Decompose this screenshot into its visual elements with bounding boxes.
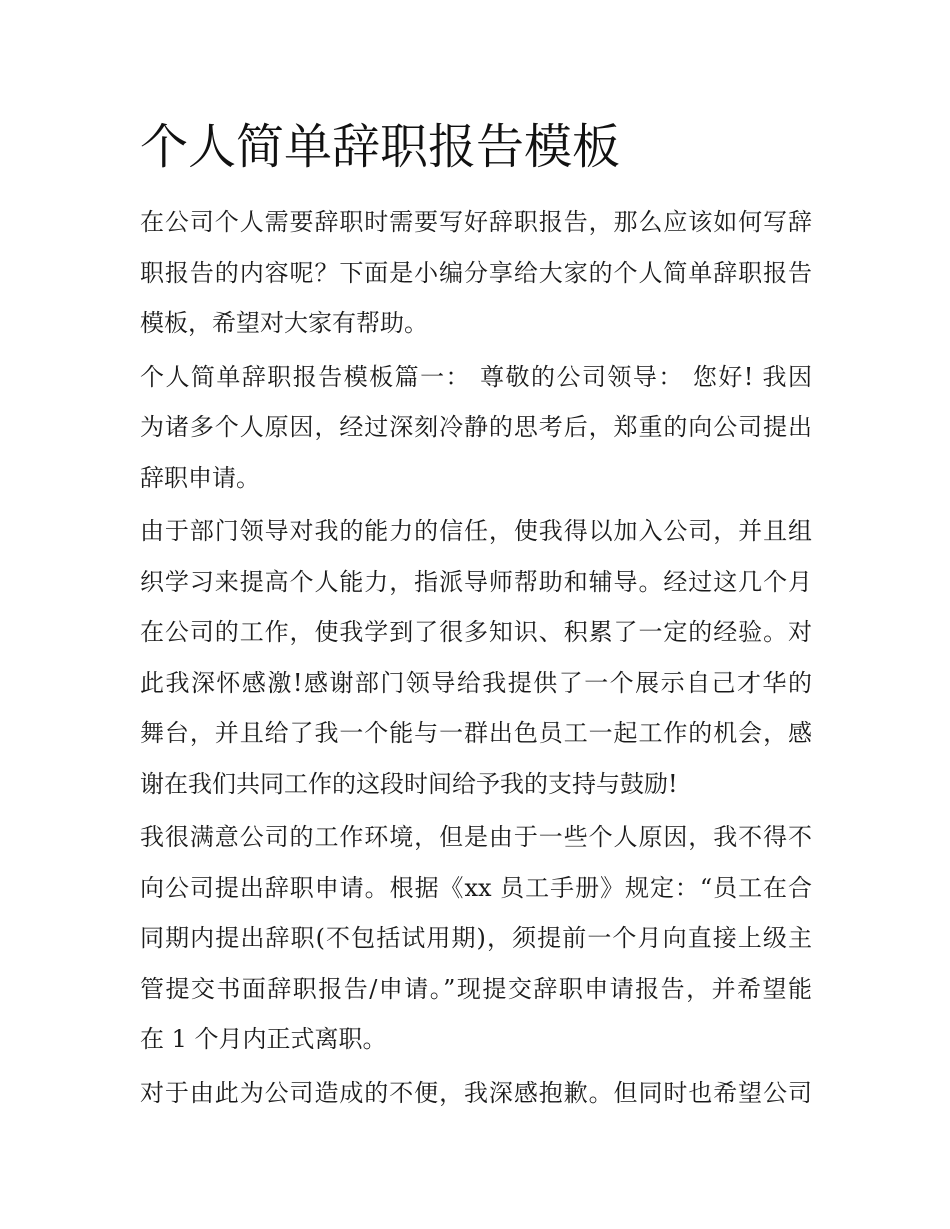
- paragraph-line: 织学习来提高个人能力，指派导师帮助和辅导。经过这几个月: [140, 567, 812, 596]
- paragraph-salutation: [140, 352, 812, 504]
- paragraph-apology: [140, 1068, 812, 1119]
- paragraph-line: 在 1 个月内正式离职。: [140, 1025, 387, 1053]
- paragraph-line: 为诸多个人原因，经过深刻冷静的思考后，郑重的向公司提出: [140, 413, 812, 441]
- paragraph-reason: [140, 812, 812, 1065]
- paragraph-gratitude: [140, 506, 812, 809]
- paragraph-line: 我很满意公司的工作环境，但是由于一些个人原因，我不得不: [140, 823, 812, 851]
- paragraph-line: 此我深怀感激!感谢部门领导给我提供了一个展示自己才华的: [140, 668, 812, 697]
- paragraph-intro: [140, 197, 812, 349]
- paragraph-line: 模板，希望对大家有帮助。: [140, 309, 428, 337]
- paragraph-line: 管提交书面辞职报告/申请。”现提交辞职申请报告，并希望能: [140, 974, 812, 1003]
- paragraph-line: 职报告的内容呢？下面是小编分享给大家的个人简单辞职报告: [140, 258, 812, 287]
- paragraph-line: 在公司个人需要辞职时需要写好辞职报告，那么应该如何写辞: [140, 208, 812, 236]
- document-body: [140, 197, 812, 1121]
- paragraph-line: 对于由此为公司造成的不便，我深感抱歉。但同时也希望公司: [140, 1078, 812, 1107]
- paragraph-line: 向公司提出辞职申请。根据《xx 员工手册》规定：“员工在合: [140, 873, 812, 902]
- paragraph-line: 由于部门领导对我的能力的信任，使我得以加入公司，并且组: [140, 517, 812, 545]
- paragraph-line: 在公司的工作，使我学到了很多知识、积累了一定的经验。对: [140, 618, 812, 646]
- document-title: 个人简单辞职报告模板: [140, 119, 621, 175]
- paragraph-line: 舞台，并且给了我一个能与一群出色员工一起工作的机会，感: [140, 719, 812, 747]
- paragraph-line: 同期内提出辞职(不包括试用期)，须提前一个月向直接上级主: [140, 924, 812, 952]
- paragraph-line: 个人简单辞职报告模板篇一： 尊敬的公司领导： 您好! 我因: [140, 362, 812, 391]
- paragraph-line: 谢在我们共同工作的这段时间给予我的支持与鼓励!: [140, 769, 678, 798]
- paragraph-line: 辞职申请。: [140, 463, 260, 492]
